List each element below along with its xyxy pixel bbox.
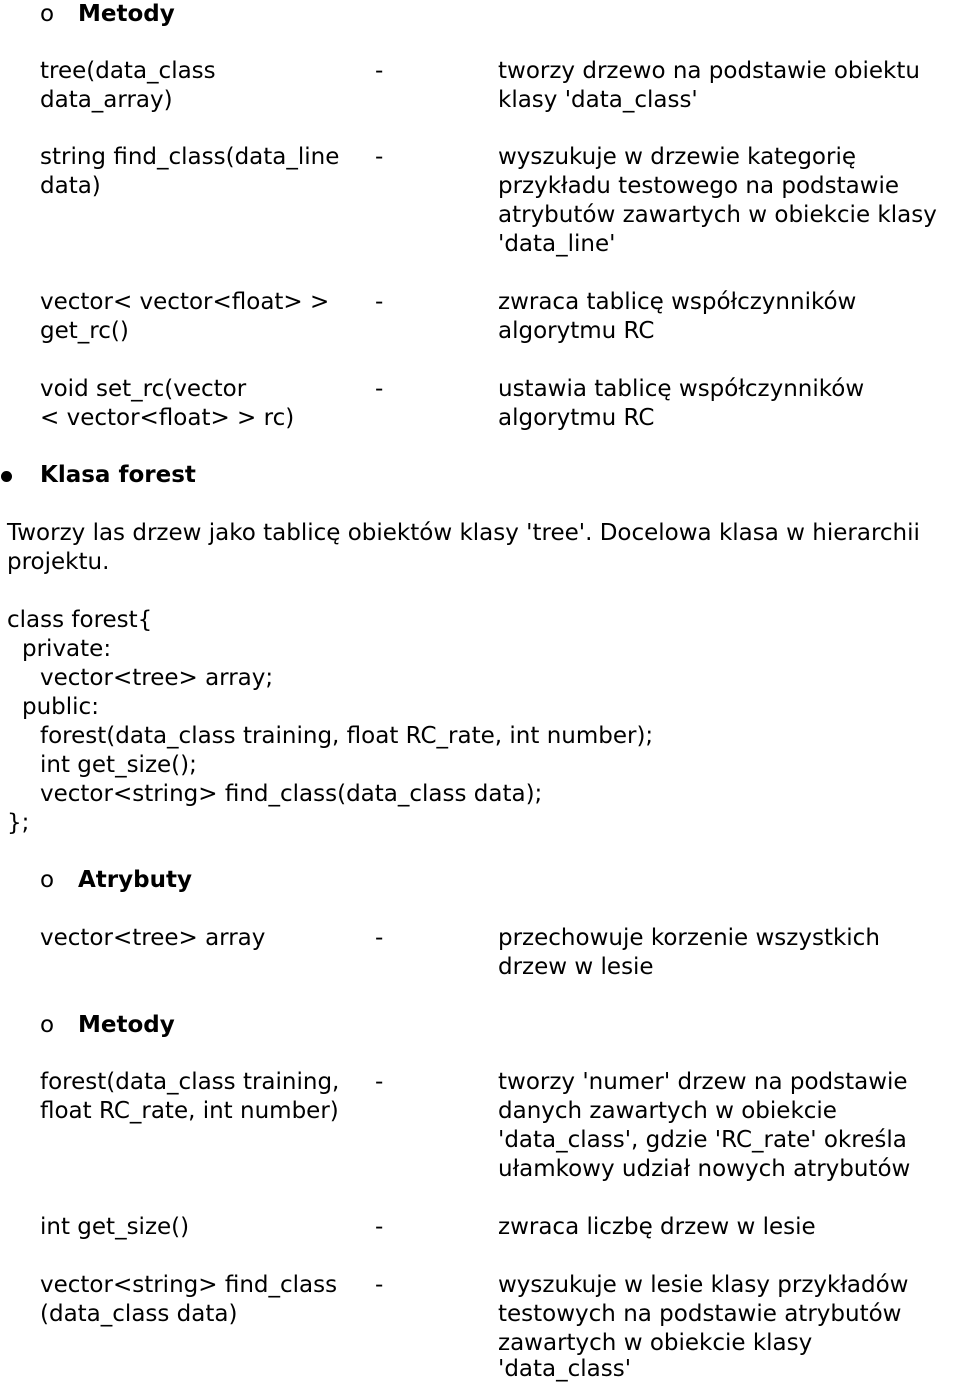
method-name: int get_size() (40, 1214, 190, 1240)
class-description: projektu. (7, 549, 110, 575)
method-description: atrybutów zawartych w obiekcie klasy (498, 202, 937, 228)
attribute-description: drzew w lesie (498, 954, 654, 980)
method-name: tree(data_class (40, 58, 216, 84)
method-dash: - (375, 1214, 384, 1240)
attribute-dash: - (375, 925, 384, 951)
method-name: get_rc() (40, 318, 129, 344)
method-description: zwraca tablicę współczynników (498, 289, 857, 315)
method-description: klasy 'data_class' (498, 87, 698, 113)
method-name: vector<string> find_class (40, 1272, 338, 1298)
attribute-name: vector<tree> array (40, 925, 266, 951)
code-line: forest(data_class training, float RC_rate, int number); (40, 723, 654, 749)
method-name: < vector<float> > rc) (40, 405, 295, 431)
method-name: float RC_rate, int number) (40, 1098, 339, 1124)
method-description: tworzy drzewo na podstawie obiektu (498, 58, 920, 84)
method-description: wyszukuje w drzewie kategorię (498, 144, 857, 170)
method-description: 'data_class', gdzie 'RC_rate' określa (498, 1127, 907, 1153)
method-name: data) (40, 173, 101, 199)
method-name: string find_class(data_line (40, 144, 340, 170)
method-description: zawartych w obiekcie klasy (498, 1330, 813, 1356)
method-description: ustawia tablicę współczynników (498, 376, 865, 402)
method-description: 'data_line' (498, 231, 616, 257)
code-line: int get_size(); (40, 752, 197, 778)
method-description: ułamkowy udział nowych atrybutów (498, 1156, 911, 1182)
class-description: Tworzy las drzew jako tablicę obiektów klasy 'tree'. Docelowa klasa w hierarchii (7, 520, 920, 546)
method-description: zwraca liczbę drzew w lesie (498, 1214, 816, 1240)
attributes-heading: Atrybuty (78, 867, 192, 893)
method-dash: - (375, 289, 384, 315)
method-description: 'data_class' (498, 1356, 632, 1382)
method-name: (data_class data) (40, 1301, 238, 1327)
method-dash: - (375, 1272, 384, 1298)
method-name: vector< vector<float> > (40, 289, 330, 315)
method-description: przykładu testowego na podstawie (498, 173, 900, 199)
method-description: tworzy 'numer' drzew na podstawie (498, 1069, 908, 1095)
code-line: vector<string> find_class(data_class data); (40, 781, 543, 807)
method-description: algorytmu RC (498, 405, 655, 431)
method-dash: - (375, 1069, 384, 1095)
code-line: private: (22, 636, 112, 662)
code-line: vector<tree> array; (40, 665, 274, 691)
list-marker: o (40, 1012, 55, 1038)
method-description: testowych na podstawie atrybutów (498, 1301, 902, 1327)
list-marker: o (40, 867, 55, 893)
class-heading: Klasa forest (40, 462, 196, 488)
code-line: }; (7, 810, 30, 836)
method-name: forest(data_class training, (40, 1069, 340, 1095)
method-description: danych zawartych w obiekcie (498, 1098, 837, 1124)
code-line: class forest{ (7, 607, 153, 633)
method-name: void set_rc(vector (40, 376, 247, 402)
method-description: wyszukuje w lesie klasy przykładów (498, 1272, 909, 1298)
method-dash: - (375, 376, 384, 402)
code-line: public: (22, 694, 99, 720)
method-name: data_array) (40, 87, 173, 113)
tree-methods-heading: Metody (78, 1, 175, 27)
attribute-description: przechowuje korzenie wszystkich (498, 925, 880, 951)
list-marker: o (40, 1, 55, 27)
method-description: algorytmu RC (498, 318, 655, 344)
method-dash: - (375, 144, 384, 170)
method-dash: - (375, 58, 384, 84)
bullet-dot (1, 471, 12, 482)
forest-methods-heading: Metody (78, 1012, 175, 1038)
